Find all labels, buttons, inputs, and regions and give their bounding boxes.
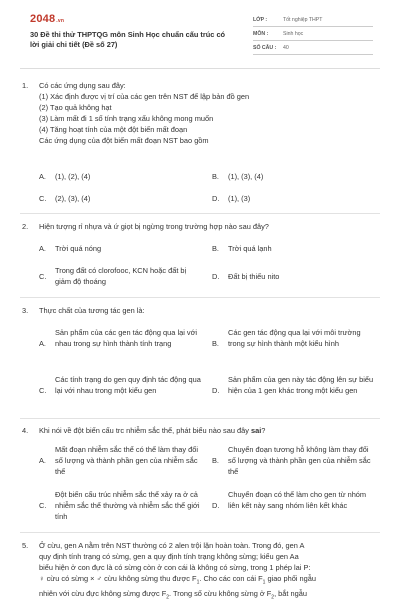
header-divider xyxy=(20,68,380,69)
question-number: 4. xyxy=(22,426,29,435)
question-number: 2. xyxy=(22,222,29,231)
question-divider xyxy=(20,418,380,419)
question-divider xyxy=(20,532,380,533)
question-number: 1. xyxy=(22,81,29,90)
question-stem: Khi nói về đột biến cấu trc nhiễm sắc thể, phát biểu nào sau đây sai? xyxy=(39,426,266,435)
question-stem: Hiện tượng rỉ nhựa và ứ giọt bị ngừng trong trường hợp nào sau đây? xyxy=(39,222,269,231)
question-stem: Ở cừu, gen A nằm trên NST thường có 2 alen trội lặn hoàn toàn. Trong đó, gen A quy định tính trạng có sừng, gen a quy định tính trạng không sừng; kiểu gen Aa biểu hiện ở con đực là có sừng còn ở con cái là không có sừng, trong 1 phép lai P: ♀ cừu có sừng × ♂ cừu không sừng thu được $F_1$. Cho các con cái $F_1$ giao phối ngẫu nhiên với cừu đực không sừng được $F_2$. Trong số cừu không sừng ở $F_2$, bắt ngẫu xyxy=(39,541,316,601)
exam-title: 30 Đề thi thử THPTQG môn Sinh Học chuẩn cấu trúc có lời giải chi tiết (Đề số 27) xyxy=(30,30,226,49)
question-divider xyxy=(20,297,380,298)
question-number: 3. xyxy=(22,306,29,315)
question-divider xyxy=(20,213,380,214)
question-stem: Thực chất của tương tác gen là: xyxy=(39,306,145,315)
header: 2048.vn 30 Đề thi thử THPTQG môn Sinh Học chuẩn cấu trúc có lời giải chi tiết (Đề số 27) LỚP : Tốt nghiệp THPT MÔN : Sinh học SỐ CÂU : 40 xyxy=(0,0,400,62)
question-stem: Có các ứng dụng sau đây: (1) Xác định được vị trí của các gen trên NST để lập bản đồ gen (2) Tạo quả không hạt (3) Làm mất đi 1 số tính trạng xấu không mong muốn (4) Tăng hoạt tính của một đột biến mất đoạn Các ứng dụng của đột biến mất đoạn NST bao gồm xyxy=(39,81,250,145)
question-number: 5. xyxy=(22,541,29,550)
site-logo[interactable]: 2048.vn xyxy=(30,13,65,25)
